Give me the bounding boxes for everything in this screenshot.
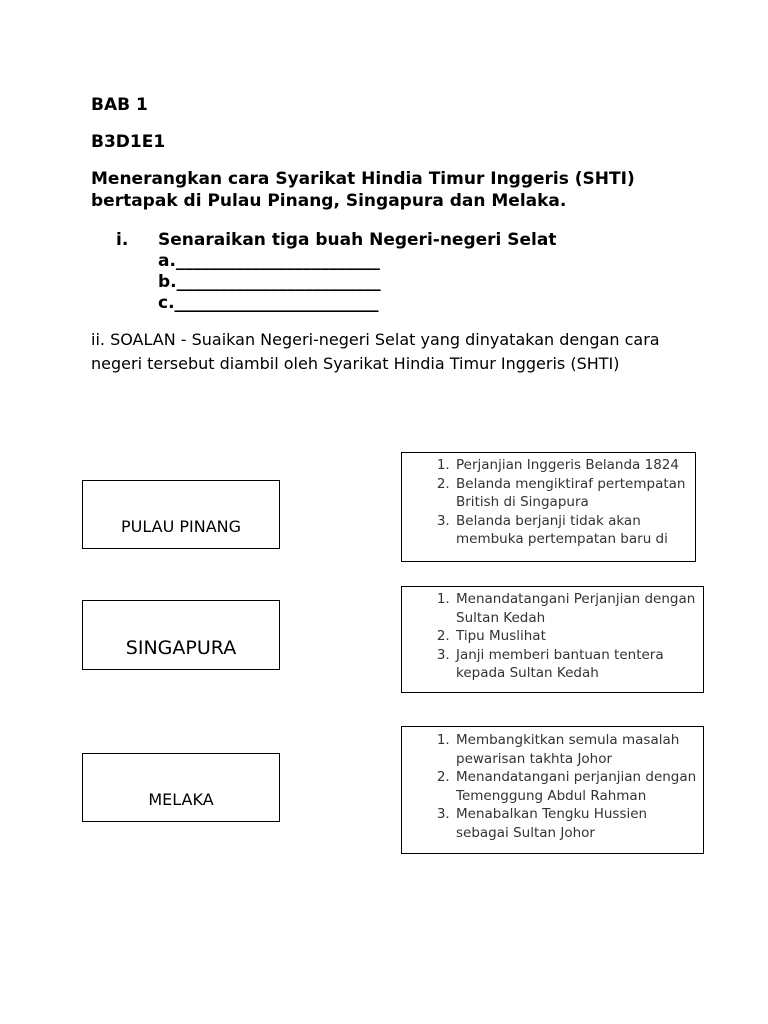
state-box-melaka[interactable] [82, 753, 280, 822]
answer-box-1[interactable] [401, 452, 696, 562]
answer-blank-c[interactable]: c.________________________ [158, 293, 379, 313]
answer-box-2[interactable] [401, 586, 704, 693]
question-2-text: ii. SOALAN - Suaikan Negeri-negeri Selat yang dinyatakan dengan cara negeri tersebut diambil oleh Syarikat Hindia Timur Inggeris (SHTI) [91, 330, 660, 373]
list-item: 2. Menandatangani perjanjian dengan Temenggung Abdul Rahman [454, 768, 703, 805]
list-item: 3. Janji memberi bantuan tentera kepada Sultan Kedah [454, 646, 703, 683]
answer-list [402, 731, 703, 842]
state-box-singapura[interactable] [82, 600, 280, 670]
state-label: SINGAPURA [125, 637, 237, 659]
question-1-text: Senaraikan tiga buah Negeri-negeri Selat [158, 230, 557, 250]
list-item: 1. Menandatangani Perjanjian dengan Sultan Kedah [454, 590, 703, 627]
chapter-heading: BAB 1 [91, 95, 148, 115]
answer-box-3[interactable] [401, 726, 704, 854]
question-1-number: i. [116, 230, 129, 250]
state-label: PULAU PINANG [120, 517, 242, 536]
list-item: 3. Belanda berjanji tidak akan membuka pertempatan baru di [454, 512, 695, 549]
learning-code: B3D1E1 [91, 132, 166, 152]
list-item: 1. Membangkitkan semula masalah pewarisan takhta Johor [454, 731, 703, 768]
state-box-pulau-pinang[interactable] [82, 480, 280, 549]
list-item: 3. Menabalkan Tengku Hussien sebagai Sultan Johor [454, 805, 703, 842]
list-item: 2. Belanda mengiktiraf pertempatan British di Singapura [454, 475, 695, 512]
list-item: 1. Perjanjian Inggeris Belanda 1824 [454, 456, 695, 475]
answer-blank-b[interactable]: b.________________________ [158, 272, 381, 292]
answer-list [402, 456, 695, 549]
list-item: 2. Tipu Muslihat [454, 627, 703, 646]
answer-blank-a[interactable]: a.________________________ [158, 251, 380, 271]
state-label: MELAKA [148, 790, 214, 809]
answer-list [402, 590, 703, 683]
learning-objective: Menerangkan cara Syarikat Hindia Timur Inggeris (SHTI) bertapak di Pulau Pinang, Singapura dan Melaka. [91, 169, 635, 211]
answer-blanks [158, 251, 381, 314]
